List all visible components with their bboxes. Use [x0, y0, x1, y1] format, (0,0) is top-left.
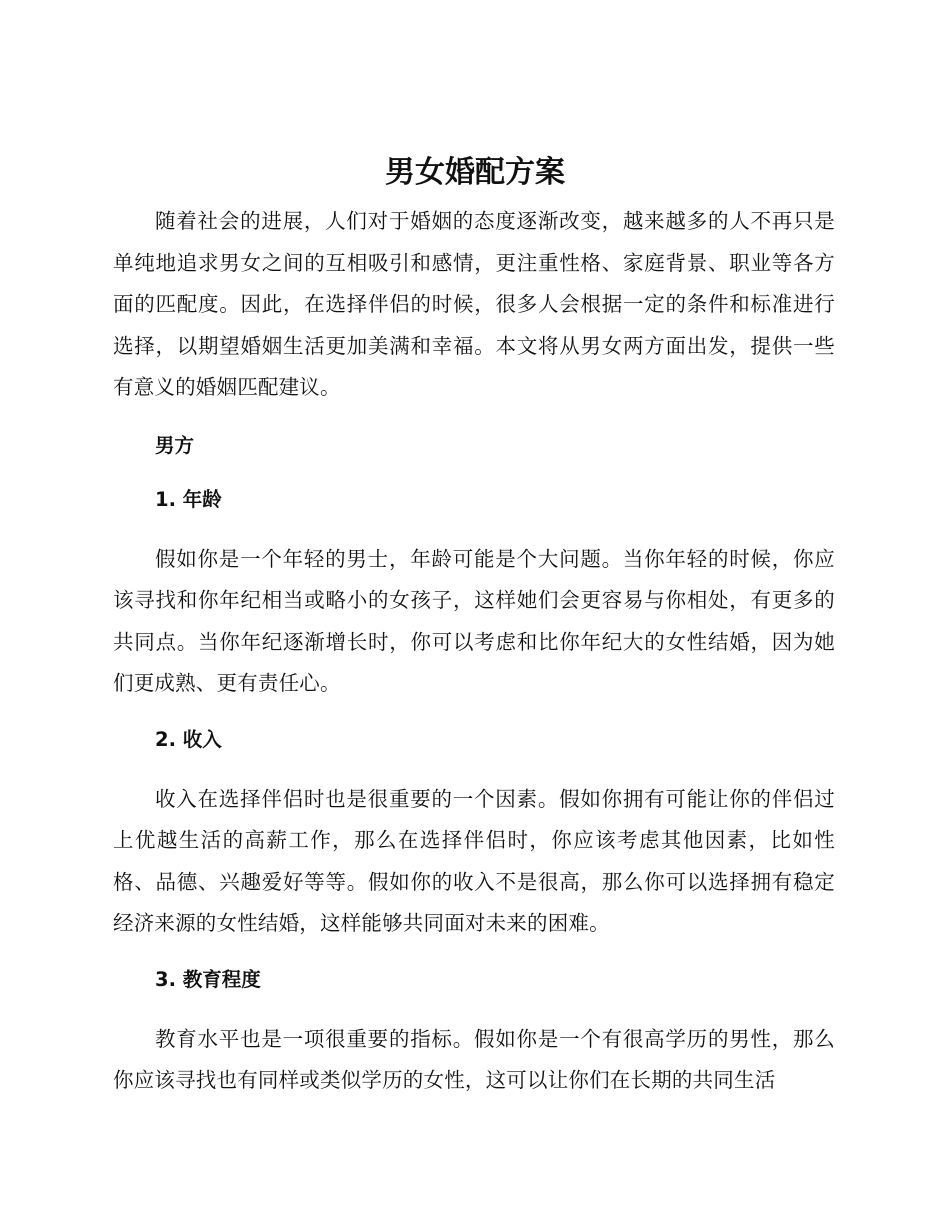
- document-body: [113, 201, 835, 1102]
- subheading-income: 2. 收入: [155, 727, 222, 751]
- age-paragraph: 假如你是一个年轻的男士，年龄可能是个大问题。当你年轻的时候，你应该寻找和你年纪相当或略小的女孩子，这样她们会更容易与你相处，有更多的共同点。当你年纪逐渐增长时，你可以考虑和比你年纪大的女性结婚，因为她们更成熟、更有责任心。: [113, 546, 835, 695]
- intro-paragraph: 随着社会的进展，人们对于婚姻的态度逐渐改变，越来越多的人不再只是单纯地追求男女之间的互相吸引和感情，更注重性格、家庭背景、职业等各方面的匹配度。因此，在选择伴侣的时候，很多人会根据一定的条件和标准进行选择，以期望婚姻生活更加美满和幸福。本文将从男女两方面出发，提供一些有意义的婚姻匹配建议。: [113, 209, 835, 399]
- education-paragraph: 教育水平也是一项很重要的指标。假如你是一个有很高学历的男性，那么你应该寻找也有同样或类似学历的女性，这可以让你们在长期的共同生活: [113, 1026, 835, 1092]
- income-paragraph: 收入在选择伴侣时也是很重要的一个因素。假如你拥有可能让你的伴侣过上优越生活的高薪工作，那么在选择伴侣时，你应该考虑其他因素，比如性格、品德、兴趣爱好等等。假如你的收入不是很高，那么你可以选择拥有稳定经济来源的女性结婚，这样能够共同面对未来的困难。: [113, 786, 835, 935]
- section-heading-male: 男方: [155, 433, 195, 457]
- subheading-education: 3. 教育程度: [155, 967, 261, 991]
- document-title: 男女婚配方案: [385, 155, 565, 190]
- subheading-age: 1. 年龄: [155, 487, 222, 511]
